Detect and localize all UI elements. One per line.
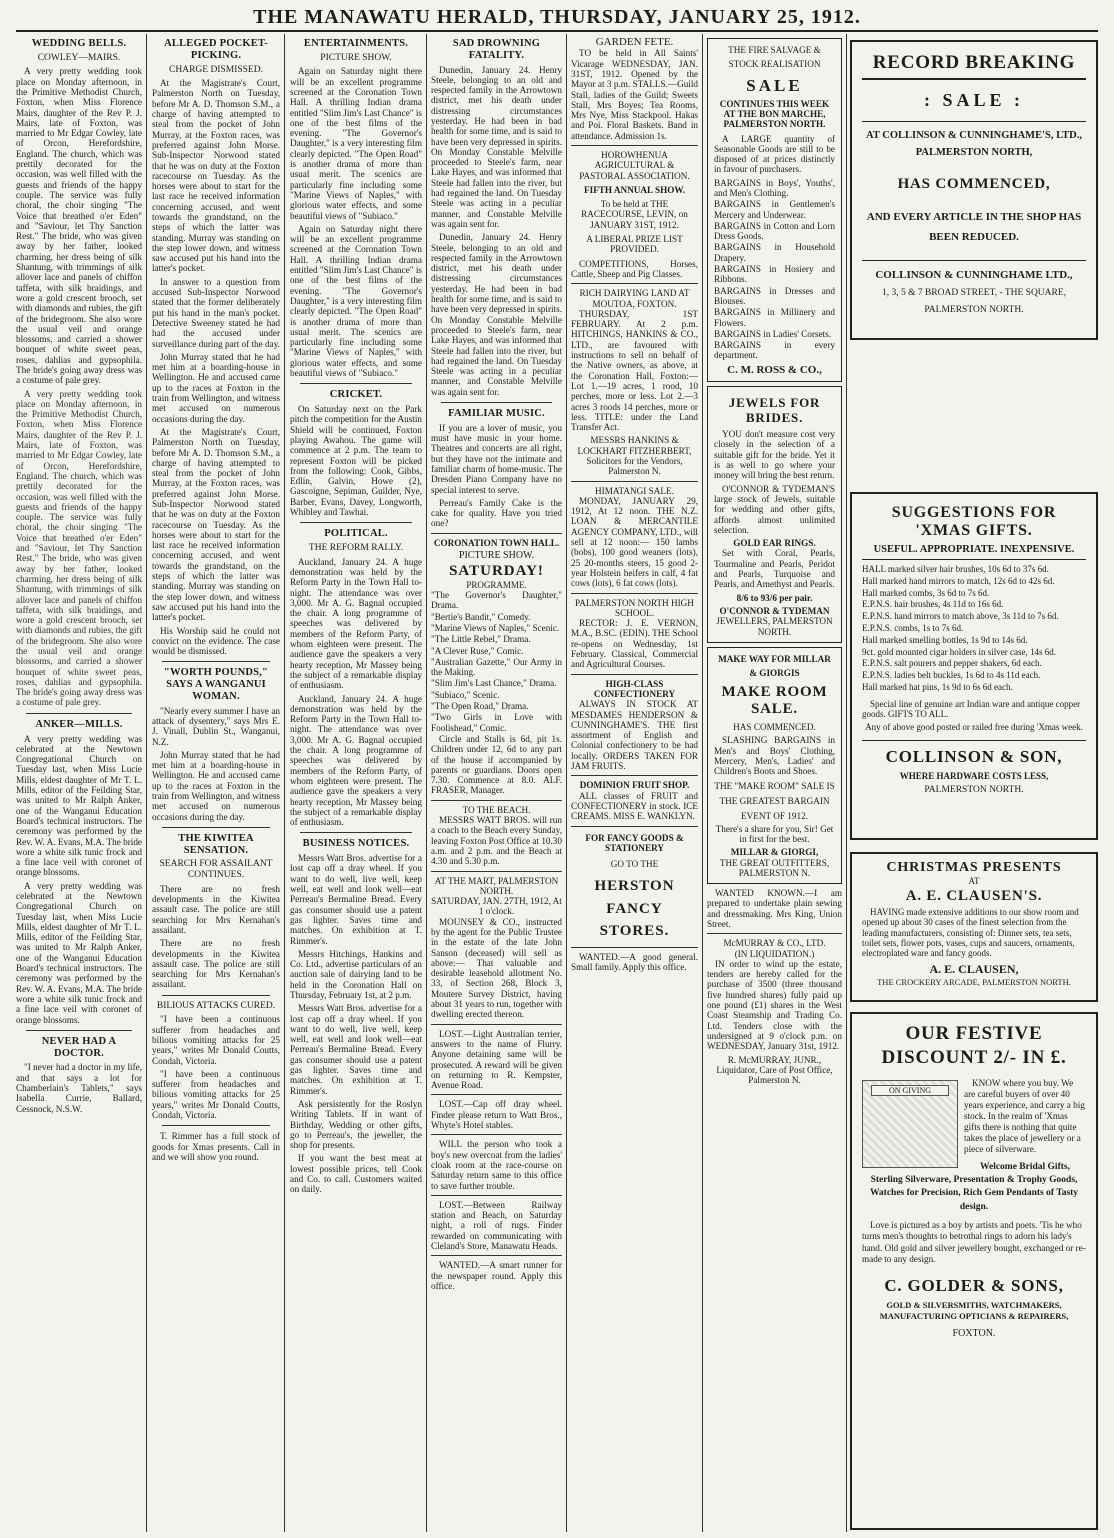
ad-text: Circle and Stalls is 6d, pit 1s. Children under 12, 6d to any part of the house if accompanied by parents or guardians. Doors open 7.30. Commence at 8.0. ALF. FRASER, Manager. — [431, 733, 562, 796]
article-text: In answer to a question from accused Sub-Inspector Norwood stated that the former deliberately put his hand in the man's pocket. Detective Sweeney stated he had had the accused under surveillance during part of the day. — [152, 276, 280, 349]
ad-subheading: PICTURE SHOW. — [458, 550, 535, 562]
ad-text: There's a share for you, Sir! Get in first for the best. — [715, 823, 834, 844]
ad-text: To be held at THE RACECOURSE, LEVIN, on JANUARY 31ST, 1912. — [581, 199, 688, 230]
article-text: A very pretty wedding took place on Monday afternoon, in the Primitive Methodist Church, Foxton, when Miss Florence Mairs, daughter of the Rev P. J. Mairs, late of Foxton, was married to Mr Edgar Cowley, late of Orcon, Herefordshire, England. The church, which was prettily decorated for the occasion, was well filled with the guests and friends of the happy couple. The service was fully choral, the choir singing "The Voice that breathed o'er Eden" and "Saviour, let Thy Sanction Rest." The bride, who was given away by her father, looked charming, her dress being of silk Shantung, with trimmings of silk allover lace and panels of chiffon taffeta, with silk braidings, and wore a gold crescent brooch, set with diamonds and rubies, the gift of the bridegroom. She also wore the usual veil and orange blossoms, and carried a shower bouquet of white sweet peas, roses, dahlias and gypsophila. The bride's going away dress was a costume of pale grey. — [16, 66, 142, 386]
article-text: Messrs Watt Bros. advertise for a lost cap off a dray wheel. If you want to do well, live well, keep well, eat well and look well—eat Perreau's Bermaline Bread. Every gas consumer should use a patent gas lighter. Saves time and matches. On exhibition at T. Rimmer's. — [290, 853, 422, 946]
ad-address: PALMERSTON NORTH. — [924, 784, 1024, 795]
divider — [431, 533, 562, 534]
classified-ad: LOST.—Light Australian terrier, answers to the name of Flurry. Anyone detaining same will be prosecuted. A reward will be given on returning to R. Kempster, Avenue Road. — [431, 1028, 562, 1091]
ad-text: MESSRS WATT BROS. will run a coach to the Beach every Sunday, leaving Foxton Post Office at 10.30 a.m. and 2 p.m. and the Beach at 4.30 and 5.30 p.m. — [431, 815, 562, 867]
gift-list — [862, 564, 1086, 693]
programme-item: "Bertie's Bandit," Comedy. — [431, 611, 531, 622]
column-divider — [284, 34, 285, 1532]
classified-ad: WILL the person who took a boy's new overcoat from the ladies' cloak room at the race-course on Saturday return same to this office to save further trouble. — [431, 1139, 562, 1191]
masthead-rule — [16, 30, 1098, 32]
divider — [431, 1024, 562, 1025]
ad-text: SLASHING BARGAINS in Men's and Boys' Clothing, Mercery, Men's, Ladies' and Children's Boots and Shoes. — [714, 735, 835, 777]
headline: ANKER—MILLS. — [35, 718, 123, 730]
divider — [571, 481, 698, 482]
bargain-item: BARGAINS in Millinery and Flowers. — [714, 307, 835, 328]
column-4 — [431, 36, 562, 1532]
divider — [26, 713, 132, 714]
ad-heading: MAKE WAY FOR MILLAR & GIORGIS — [718, 653, 831, 678]
ad-heading: JEWELS FOR BRIDES. — [728, 395, 821, 425]
divider — [571, 674, 698, 675]
ad-list: Welcome Bridal Gifts, Sterling Silverware, Presentation & Trophy Goods, Watches for Precision, Rich Gem Pendants of Tasty design. — [869, 1161, 1079, 1212]
programme-item: "The Open Road," Drama. — [431, 701, 529, 712]
ad-subheading: GOLD EAR RINGS. — [733, 538, 816, 549]
headline: BUSINESS NOTICES. — [302, 838, 410, 850]
article-text: Dunedin, January 24. Henry Steele, belonging to an old and respected family in the Arrowtown district, met his death under distressing circumstances yesterday. He had been in bad health for some time, and is said to have been very depressed in spirits. On Monday Constable Melville proceeded to Steele's farm, near Lake Hayes, and was informed that Steele had fallen into the river, but had regained the land. On Tuesday Steele was acting in a peculiar manner, and Constable Melville was again sent for. — [431, 64, 562, 229]
record-breaking-ad — [850, 40, 1098, 340]
gift-item: Hall marked hat pins, 1s 9d to 6s 6d each. — [862, 681, 1013, 692]
divider — [162, 661, 270, 662]
article-text: If you are a lover of music, you must have music in your home. Theatres and concerts are all right, but they have not the intimate and familiar charm of home-music. The Dresden Piano Company have no special interest to serve. — [431, 422, 562, 495]
ad-address: FOXTON. — [952, 1328, 996, 1339]
headline: WEDDING BELLS. — [31, 38, 127, 49]
ad-subheading: HAS COMMENCED, — [897, 175, 1051, 192]
ad-text: THURSDAY, 1ST FEBRUARY. At 2 p.m. HITCHINGS, HANKINS & CO., LTD., are favoured with instructions to sell on behalf of the Native owners, as above, at the Coronation Hall, Foxton:— Lot 1.—19 acres, 1 rood, 10 perches, more or less. Lot 2.—3 acres 3 roods 14 perches, more or less. TITLE: under the Land Transfer Act. — [571, 308, 698, 433]
article-text: "Nearly every summer I have an attack of dysentery," says Mrs E. J. Vinall, Dublin St., Wanganui, N.Z. — [152, 705, 280, 747]
ad-heading: HIMATANGI SALE. — [595, 485, 674, 496]
ad-signature: R. McMURRAY, JUNR., Liquidator, Care of Post Office, Palmerston N. — [716, 1054, 833, 1086]
bargain-list — [714, 178, 835, 361]
price: 8/6 to 93/6 per pair. — [736, 592, 813, 603]
ad-subheading: FIFTH ANNUAL SHOW. — [584, 184, 685, 195]
ad-big-title: SATURDAY! — [449, 563, 544, 580]
ad-text: IN order to wind up the estate, tenders are hereby called for the purchase of 3500 (three thousand five hundred shares) fully paid up one pound (£1) shares in the West Coast Steamship and Trading Co. Ltd. Tenders close with the undersigned at 9 o'clock p.m. on WEDNESDAY, January 31st, 1912. — [707, 958, 842, 1052]
subheadline: THE REFORM RALLY. — [308, 543, 404, 554]
programme-item: "Subiaco," Scenic. — [431, 689, 500, 700]
gift-item: Hall marked hand mirrors to match, 12s 6d to 42s 6d. — [862, 575, 1055, 586]
headline: POLITICAL. — [324, 528, 388, 540]
ad-heading: DOMINION FRUIT SHOP. — [579, 780, 690, 791]
ad-subheading: GO TO THE — [610, 859, 659, 870]
ad-signature: C. M. ROSS & CO., — [727, 363, 822, 376]
make-room-ad — [707, 647, 842, 884]
gift-item: Hall marked combs, 3s 6d to 7s 6d. — [862, 587, 990, 598]
bargain-item: BARGAINS in Household Drapery. — [714, 242, 835, 263]
ad-big-title: SALE — [746, 75, 803, 95]
headline: CRICKET. — [329, 389, 383, 401]
column-5 — [571, 36, 698, 1532]
programme-item: "The Little Rebel," Drama. — [431, 634, 531, 645]
ad-text: KNOW where you buy. We are careful buyers of over 40 years experience, and carry a big stock. In the realm of 'Xmas gifts there is nothing that quite takes the place of jewellery or a piece of silverware. — [964, 1077, 1085, 1154]
classified-ad: WANTED.—A smart runner for the newspaper round. Apply this office. — [431, 1260, 562, 1291]
fire-sale-ad — [707, 38, 842, 382]
ad-text: MESSRS HANKINS & LOCKHART FITZHERBERT, Solicitors for the Vendors, Palmerston N. — [577, 435, 692, 477]
ad-big-title: : SALE : — [923, 90, 1024, 110]
subheadline: SEARCH FOR ASSAILANT CONTINUES. — [159, 859, 273, 881]
ad-text: Special line of genuine art Indian ware and antique copper goods. GIFTS TO ALL. — [862, 698, 1081, 719]
ad-heading: TO THE BEACH. — [462, 804, 531, 815]
ad-big-title: HERSTON FANCY STORES. — [594, 878, 675, 940]
subheadline: PICTURE SHOW. — [320, 52, 392, 63]
divider — [300, 522, 412, 523]
divider — [431, 1134, 562, 1135]
article-text: Auckland, January 24. A huge demonstration was held by the Reform Party in the Town Hall to-night. The attendance was over 3,000. Mr A. G. Bagnal occupied the chair. A long programme of speeches was delivered by members of the Reform Party, of whom eighteen were present. The audience gave the speakers a very hearty reception, Mr Massey being the subject of a remarkable display of enthusiasm. — [290, 693, 422, 828]
subheadline: COWLEY—MAIRS. — [37, 52, 121, 63]
bargain-item: BARGAINS in Gentlemen's Mercery and Underwear. — [714, 199, 835, 220]
ad-signature: COLLINSON & SON, — [862, 740, 1086, 767]
ad-signature: MILLAR & GIORGI, — [730, 847, 819, 858]
gift-item: HALL marked silver hair brushes, 10s 6d to 37s 6d. — [862, 564, 1049, 574]
classified-ad: WANTED.—A good general. Small family. Apply this office. — [571, 951, 698, 973]
ad-big-title: RECORD BREAKING — [862, 52, 1086, 80]
headline: "WORTH POUNDS," SAYS A WANGANUI WOMAN. — [163, 667, 269, 702]
headline: SAD DROWNING FATALITY. — [452, 38, 541, 61]
engraving-image — [862, 1080, 958, 1168]
bargain-item: BARGAINS in every department. — [714, 340, 835, 361]
ad-heading: FOR FANCY GOODS & STATIONERY — [585, 832, 684, 853]
christmas-presents-ad — [850, 852, 1098, 1002]
article-text: John Murray stated that he had met him at a boarding-house in Wellington. He and accused came up to the races at Foxton in the train from Wellington, and witness met accused on numerous occasions during the day. — [152, 749, 280, 822]
programme-item: "Slim Jim's Last Chance," Drama. — [431, 678, 557, 689]
divider — [162, 1125, 270, 1126]
ad-text: ALWAYS IN STOCK AT MESDAMES HENDERSON & CUNNINGHAME'S. THE first assortment of English and Colonial confectionery to be had locally. ORDERS TAKEN FOR JAM FRUITS. — [571, 699, 698, 772]
ad-text: Love is pictured as a boy by artists and poets. 'Tis he who turns men's thoughts to betrothal rings to adorn his lady's hand. Old gold and silver jewellery bought, exchanged or re-made to any design. — [862, 1219, 1086, 1265]
ad-heading: THE FIRE SALVAGE & STOCK REALISATION — [728, 45, 821, 69]
article-text: A very pretty wedding was celebrated at the Newtown Congregational Church on Tuesday last, when Miss Lucie Mills, eldest daughter of Mr T. L. Mills, editor of the Feilding Star, was united to Mr Ralph Anker, one of the Wanganui Education Board's technical instructors. The ceremony was performed by the Rev. W. A. Evans, M.A. The bride wore a white silk tunic frock and a fine lace veil with coronet of orange blossoms. — [16, 733, 142, 878]
column-3 — [290, 36, 422, 1532]
programme-item: "A Clever Ruse," Comic. — [431, 645, 524, 656]
bargain-item: BARGAINS in Boys', Youths', and Men's Clothing. — [714, 177, 835, 198]
ad-text: A LIBERAL PRIZE LIST PROVIDED. — [586, 234, 683, 255]
ad-big-title: MAKE ROOM SALE. — [721, 684, 828, 718]
ad-address: 1, 3, 5 & 7 BROAD STREET, - THE SQUARE, PALMERSTON NORTH. — [881, 288, 1067, 315]
article-text: Perreau's Family Cake is the cake for quality. Have you tried one? — [431, 497, 562, 529]
ad-signature: C. GOLDER & SONS, — [884, 1275, 1064, 1295]
ad-heading: AT THE MART, PALMERSTON NORTH. — [434, 875, 559, 896]
ad-heading: McMURRAY & CO., LTD. — [723, 938, 826, 949]
ad-text: TO be held in All Saints' Vicarage WEDNESDAY, JAN. 31ST, 1912. Opened by the Mayor at 3 p.m. STALLS.—Guild Stall, ladies of the Guild; Sweets Stall, Mrs Boyes; Tea Rooms, Mrs Nye, Miss Stackpool. Hakas and Poi. Floral Baskets. Band in attendance. Admission 1s. — [571, 48, 698, 141]
column-divider — [566, 34, 567, 1532]
article-text: On Saturday next on the Park pitch the competition for the Austin Shield will be continued, Foxton playing Awahou. The game will commence at 2 p.m. The team to represent Foxton will be picked from the following: Cook, Gibbs, Edlin, Galvin, Howe (2), Gascoigne, Sepiman, Guilder, Nye, Barber, Evans, Davey, Longworth, Whibley and Tawhai. — [290, 404, 422, 517]
ad-text: Any of above good posted or railed free during 'Xmas week. — [865, 721, 1083, 732]
article-text: John Murray stated that he had met him at a boarding-house in Wellington. He and accused came up to the races at Foxton in the train from Wellington, and witness met accused on numerous occasions during the day. — [152, 351, 280, 424]
divider — [162, 995, 270, 996]
article-text: At the Magistrate's Court, Palmerston North on Tuesday, before Mr A. D. Thomson S.M., a charge of having attempted to steal from the pocket of John Murray, at the Foxton races, was preferred against John Morse. Sub-Inspector Norwood stated that he was on duty at the Foxton racecourse on Tuesday. As the horses were about to start for the last race he received information concerning accused, and went towards the grandstand, on the steps of which the latter was standing. Murray was standing on the step lower down, and witness saw accused put his hand into the latter's pocket. — [152, 78, 280, 274]
masthead: THE MANAWATU HERALD, THURSDAY, JANUARY 25, 1912. — [253, 6, 861, 28]
column-divider — [426, 34, 427, 1532]
jewels-ad — [707, 386, 842, 643]
article-text: T. Rimmer has a full stock of goods for Xmas presents. Call in and we will show you round. — [152, 1131, 280, 1162]
ad-signature: THE CROCKERY ARCADE, PALMERSTON NORTH. — [877, 976, 1071, 987]
ad-text: ALL classes of FRUIT and CONFECTIONERY in stock. ICE CREAMS. MISS E. WANKLYN. — [571, 790, 698, 822]
divider — [571, 826, 698, 827]
ad-signature: JEWELLERS, PALMERSTON NORTH. — [716, 616, 833, 637]
divider — [441, 402, 552, 403]
ad-big-title: OUR FESTIVE DISCOUNT 2/- IN £. — [881, 1023, 1067, 1068]
article-text: "I have been a continuous sufferer from headaches and bilious vomiting attacks for 25 years," writes Mr Donald Coutts, Condah, Victoria. — [152, 1014, 280, 1066]
ad-text: AT — [968, 876, 980, 886]
programme-item: "Two Girls in Love with Foolishead," Comic. — [431, 712, 562, 733]
column-divider — [846, 34, 847, 1532]
ad-text: O'CONNOR & TYDEMAN'S large stock of Jewels, suitable for wedding and other gifts, affords almost unlimited selection. — [714, 483, 835, 535]
article-text: A very pretty wedding took place on Monday afternoon, in the Primitive Methodist Church, Foxton, when Miss Florence Mairs, daughter of the Rev P. J. Mairs, late of Foxton, was married to Mr Edgar Cowley, late of Orcon, Herefordshire, England. The church, which was prettily decorated for the occasion, was well filled with the guests and friends of the happy couple. The service was fully choral, the choir singing "The Voice that breathed o'er Eden" and "Saviour, let Thy Sanction Rest." The bride, who was given away by her father, looked charming, her dress being of silk Shantung, with trimmings of silk allover lace and panels of chiffon taffeta, with silk braidings, and wore a gold crescent brooch, set with diamonds and rubies, the gift of the bridegroom. She also wore the usual veil and orange blossoms, and carried a shower bouquet of white sweet peas, roses, dahlias and gypsophila. The bride's going away dress was a costume of pale grey. — [16, 388, 142, 708]
headline: NEVER HAD A DOCTOR. — [41, 1035, 117, 1059]
article-text: Messrs Watt Bros. advertise for a lost cap off a dray wheel. If you want to do well, live well, keep well, eat well and look well—eat Perreau's Bermaline Bread. Every gas consumer should use a patent gas lighter. Saves time and matches. On exhibition at T. Rimmer's. — [290, 1003, 422, 1096]
ad-text: RECTOR: J. E. VERNON, M.A., B.SC. (EDIN). THE School re-opens on Wednesday, 1st February. Classical, Commercial and Agricultural Courses. — [571, 618, 698, 670]
divider — [571, 947, 698, 948]
article-text: Again on Saturday night there will be an excellent programme screened at the Coronation Town Hall. A thrilling Indian drama entitled "Slim Jim's Last Chance" is one of the best films of the evening. "The Governor's Daughter," is a very interesting film clearly depicted. "The Open Road" is another drama of more than usual merit. The scenics are particularly fine including some "Marine Views of Naples," with glorious water effects, and some beautiful views of "Subiaco." — [290, 66, 422, 221]
programme-item: "Marine Views of Naples," Scenic. — [431, 622, 560, 633]
article-text: Messrs Hitchings, Hankins and Co. Ltd., advertise particulars of an auction sale of dairying land to be held in the Coronation Hall on Thursday, February 1st, at 2 p.m. — [290, 948, 422, 1000]
column-1 — [16, 36, 142, 1532]
article-text: There are no fresh developments in the Kiwitea assault case. The police are still searching for Mrs Kernahan's assailant. — [152, 938, 280, 990]
ad-subheading: (IN LIQUIDATION.) — [734, 948, 815, 959]
divider — [571, 145, 698, 146]
headline: FAMILIAR MUSIC. — [448, 408, 545, 419]
article-text: "I have been a continuous sufferer from headaches and bilious vomiting attacks for 25 years," writes Mr Donald Coutts, Condah, Victoria. — [152, 1068, 280, 1120]
gift-item: 9ct. gold mounted cigar holders in silver case, 14s 6d. — [862, 646, 1056, 657]
article-text: Again on Saturday night there will be an excellent programme screened at the Coronation Town Hall. A thrilling Indian drama entitled "Slim Jim's Last Chance" is one of the best films of the evening. "The Governor's Daughter," is a very interesting film clearly depicted. "The Open Road" is another drama of more than usual merit. The scenics are particularly fine including some "Marine Views of Naples," with glorious water effects, and some beautiful views of "Subiaco." — [290, 223, 422, 378]
ad-signature: GOLD & SILVERSMITHS, WATCHMAKERS, MANUFACTURING OPTICIANS & REPAIRERS, — [879, 1299, 1069, 1321]
ad-text: AT COLLINSON & CUNNINGHAME'S, LTD., PALMERSTON NORTH, — [862, 121, 1086, 162]
ad-text: YOU don't measure cost very closely in the selection of a suitable gift for the bride. Yet it is as well to go where your money will bring the best return. — [714, 429, 835, 481]
ad-heading: HOROWHENUA AGRICULTURAL & PASTORAL ASSOCIATION. — [579, 149, 690, 181]
column-6 — [707, 36, 842, 1532]
gift-item: Hall marked smelling bottles, 1s 9d to 14s 6d. — [862, 634, 1028, 645]
engraving-caption: ON GIVING — [871, 1085, 949, 1096]
ad-heading: PALMERSTON NORTH HIGH SCHOOL. — [575, 597, 694, 618]
divider — [26, 1030, 132, 1031]
classified-ad: LOST.—Cap off dray wheel. Finder please return to Watt Bros., Whyte's Hotel stables. — [431, 1099, 562, 1131]
bargain-item: BARGAINS in Dresses and Blouses. — [714, 285, 835, 306]
gift-item: E.P.N.S. salt pourers and pepper shakers, 6d each. — [862, 658, 1042, 669]
column-divider — [702, 34, 703, 1532]
article-text: His Worship said he could not convict on the evidence. The case would be dismissed. — [152, 625, 280, 657]
gift-item: E.P.N.S. ladies belt buckles, 1s 6d to 4s 11d each. — [862, 670, 1041, 681]
article-text: "I never had a doctor in my life, and that says a lot for Chamberlain's Tablets," says Isabella Currie, Ballard, Cessnock, N.S.W. — [16, 1062, 142, 1114]
article-text: Ask persistently for the Roslyn Writing Tablets. If in want of Birthday, Wedding or other gifts, go to Perreau's, the jeweller, the shop for presents. — [290, 1098, 422, 1151]
bargain-item: BARGAINS in Cotton and Lorn Dress Goods. — [714, 220, 835, 242]
article-text: Dunedin, January 24. Henry Steele, belonging to an old and respected family in the Arrowtown district, met his death under distressing circumstances yesterday. He had been in bad health for some time, and is said to have been very depressed in spirits. On Monday Constable Melville proceeded to Steele's farm, near Lake Hayes, and was informed that Steele had fallen into the river, but had regained the land. On Tuesday Steele was acting in a peculiar manner, and Constable Melville was again sent for. — [431, 232, 562, 397]
ad-big-title: SUGGESTIONS FOR 'XMAS GIFTS. — [891, 504, 1057, 539]
ad-heading: RICH DAIRYING LAND AT MOUTOA, FOXTON. — [579, 288, 690, 309]
programme-item: "The Governor's Daughter," Drama. — [431, 590, 562, 611]
article-text: There are no fresh developments in the Kiwitea assault case. The police are still searching for Mrs Kernahan's assailant. — [152, 883, 280, 935]
ad-subheading: HAS COMMENCED. — [733, 721, 816, 732]
festive-discount-ad — [850, 1012, 1098, 1530]
ad-text: THE "MAKE ROOM" SALE IS THE GREATEST BARGAIN EVENT OF 1912. — [714, 781, 835, 821]
ad-heading: HIGH-CLASS CONFECTIONERY — [593, 678, 676, 699]
classified-ad: LOST.—Between Railway station and Beach, on Saturday night, a roll of rugs. Finder rewarded on communicating with Cleland's Store, Manawatu Heads. — [431, 1199, 562, 1251]
headline: ENTERTAINMENTS. — [303, 38, 409, 49]
divider — [431, 800, 562, 801]
bargain-item: BARGAINS in Ladies' Corsets. — [714, 328, 832, 339]
column-2 — [152, 36, 280, 1532]
ad-text: MONDAY, JANUARY 29, 1912, At 12 noon. THE N.Z. LOAN & MERCANTILE AGENCY COMPANY, LTD., will sell at 12 noon:— 150 lambs (bobs), 100 good weaners (lots), 25 20-months steers, 15 good 2-year Holstein heifers in calf, 4 fat cows (lots), 6 fat cows (lots). — [571, 495, 698, 589]
ad-text: HAVING made extensive additions to our show room and opened up about 30 cases of the finest selection from the leading manufacturers, consisting of: Dinner sets, tea sets, toilet sets, flower pots, vases, cups and saucers, ornaments, electroplated ware and fancy goods. — [862, 907, 1079, 959]
ad-subheading: CONTINUES THIS WEEK AT THE BON MARCHE, PALMERSTON NORTH. — [719, 98, 830, 130]
ad-big-title: CHRISTMAS PRESENTS — [886, 860, 1062, 875]
ad-subheading: SATURDAY, JAN. 27TH, 1912, At 1 o'clock. — [431, 896, 562, 917]
ad-heading: GARDEN FETE. — [595, 36, 674, 48]
divider — [707, 933, 842, 934]
programme-list — [431, 590, 562, 733]
divider — [431, 1195, 562, 1196]
divider — [571, 775, 698, 776]
ad-text: MOUNSEY & CO., instructed by the agent for the Public Trustee in the estate of the late John Sanson (deceased) will sell as above:— That valuable and desirable leasehold allotment No. 33, of Section 268, Block 3, Moutere Survey District, having about 31 years to run, together with dwelling erected thereon. — [431, 916, 562, 1020]
ad-subheading: PROGRAMME. — [466, 580, 527, 590]
classified-ad: WANTED KNOWN.—I am prepared to undertake plain sewing and dressmaking. Mrs King, Union Street. — [707, 888, 842, 929]
divider — [300, 832, 412, 833]
ad-big-title: A. E. CLAUSEN'S. — [905, 888, 1043, 904]
gift-item: E.P.N.S. combs, 1s to 7s 6d. — [862, 622, 964, 633]
ad-signature: THE GREAT OUTFITTERS, PALMERSTON N. — [719, 857, 830, 878]
subheadline: CHARGE DISMISSED. — [169, 64, 263, 75]
divider — [431, 1255, 562, 1256]
divider — [571, 593, 698, 594]
divider — [162, 827, 270, 828]
ad-text: Set with Coral, Pearls, Tourmaline and Pearls, Peridot and Pearls, Turquoise and Pearls, and Amethyst and Pearls. — [714, 548, 835, 590]
divider — [431, 871, 562, 872]
ad-text: COMPETITIONS, Horses, Cattle, Sheep and Pig Classes. — [571, 258, 698, 279]
divider — [431, 1094, 562, 1095]
article-text: At the Magistrate's Court, Palmerston North on Tuesday, before Mr A. D. Thomson S.M., a charge of having attempted to steal from the pocket of John Murray, at the Foxton races, was preferred against John Morse. Sub-Inspector Norwood stated that he was on duty at the Foxton racecourse on Tuesday. As the horses were about to start for the last race he received information concerning accused, and went towards the grandstand, on the steps of which the latter was standing. Murray was standing on the step lower down, and witness saw accused put his hand into the latter's pocket. — [152, 426, 280, 623]
ad-subheading: USEFUL. APPROPRIATE. INEXPENSIVE. — [862, 544, 1086, 560]
ad-text: A LARGE quantity of Seasonable Goods are still to be disposed of at prices distinctly in favour of purchasers. — [714, 133, 835, 175]
article-text: Auckland, January 24. A huge demonstration was held by the Reform Party in the Town Hall to-night. The attendance was over 3,000. Mr A. G. Bagnal occupied the chair. A long programme of speeches was delivered by members of the Reform Party, of whom eighteen were present. The audience gave the speakers a very hearty reception, Mr Massey being the subject of a remarkable display of enthusiasm. — [290, 556, 422, 691]
article-text: If you want the best meat at lowest possible prices, tell Cook and Co. to call. Customers waited on daily. — [290, 1153, 422, 1195]
article-text: A very pretty wedding was celebrated at the Newtown Congregational Church on Tuesday last, when Miss Lucie Mills, eldest daughter of Mr T. L. Mills, editor of the Feilding Star, was united to Mr Ralph Anker, one of the Wanganui Education Board's technical instructors. The ceremony was performed by the Rev. W. A. Evans, M.A. The bride wore a white silk tunic frock and a fine lace veil with coronet of orange blossoms. — [16, 880, 142, 1025]
bargain-item: BARGAINS in Hosiery and Ribbons. — [714, 264, 835, 285]
ad-signature: WHERE HARDWARE COSTS LESS, — [899, 770, 1049, 781]
ad-signature: A. E. CLAUSEN, — [929, 961, 1019, 976]
headline: THE KIWITEA SENSATION. — [178, 832, 254, 856]
headline: ALLEGED POCKET-PICKING. — [164, 38, 268, 61]
ad-text: AND EVERY ARTICLE IN THE SHOP HAS BEEN REDUCED. — [866, 210, 1082, 244]
ad-signature: COLLINSON & CUNNINGHAME LTD., — [862, 260, 1086, 281]
divider — [300, 383, 412, 384]
programme-item: "Australian Gazette," Our Army in the Making. — [431, 656, 562, 678]
subheadline: BILIOUS ATTACKS CURED. — [156, 1000, 276, 1011]
gift-item: E.P.N.S. hand mirrors to match above, 3s 11d to 7s 6d. — [862, 611, 1059, 622]
divider — [571, 283, 698, 284]
gift-item: E.P.N.S. hair brushes, 4s 11d to 16s 6d. — [862, 599, 1004, 610]
ad-signature: O'CONNOR & TYDEMAN — [719, 605, 830, 616]
ad-heading: CORONATION TOWN HALL. — [433, 537, 560, 548]
column-divider — [146, 34, 147, 1532]
xmas-gifts-ad — [850, 492, 1098, 840]
